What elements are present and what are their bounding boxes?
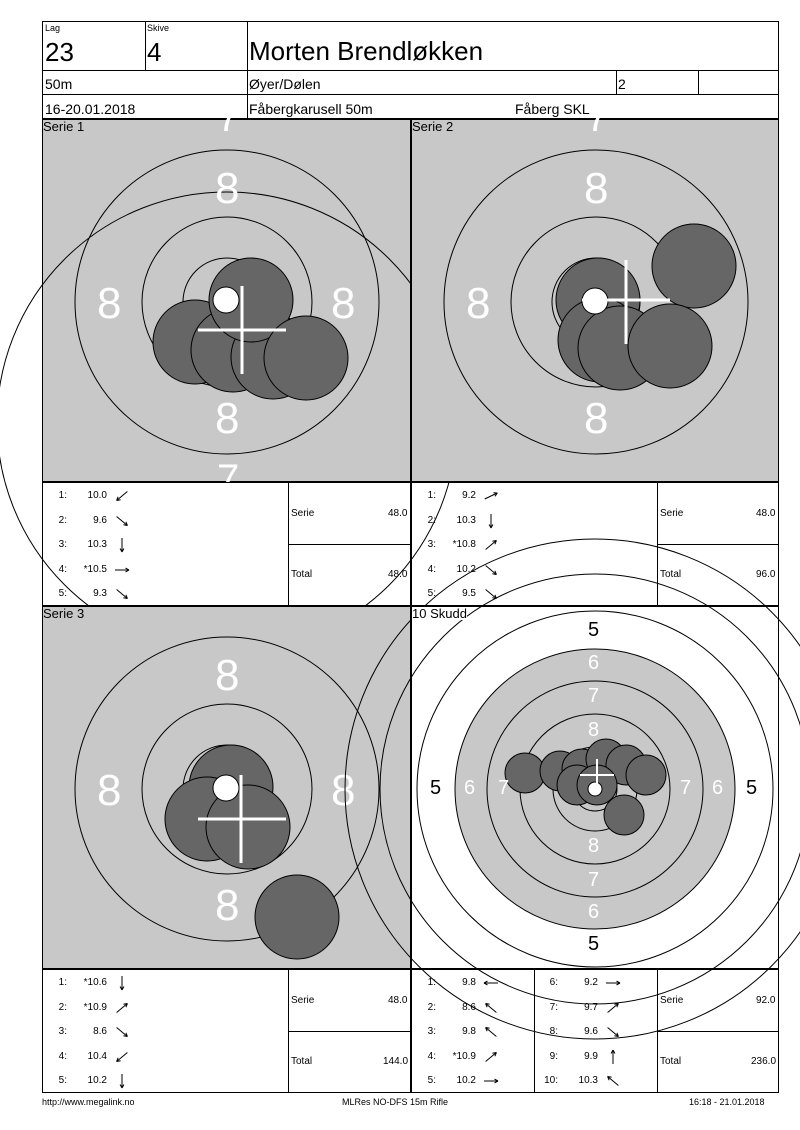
shot-number: 10:: [544, 1075, 558, 1086]
serie-3-target: [42, 606, 411, 969]
shot-number: 5:: [427, 1075, 436, 1086]
serie-1-shots-table: [42, 482, 411, 606]
all-shots-target: [411, 606, 779, 969]
serie-value: 48.0: [388, 508, 408, 519]
lag-label: Lag: [45, 23, 61, 33]
direction-arrow-icon: [482, 538, 500, 552]
shot-number: 7:: [549, 1001, 558, 1013]
all-shots-title: 10 Skudd: [412, 606, 467, 621]
shot-score: 9.5: [462, 588, 476, 599]
shot-score: 9.6: [584, 1026, 598, 1037]
aim-point: [213, 775, 239, 801]
ring-label-8-right: 8: [331, 766, 356, 815]
ring-label-8-top: 8: [584, 164, 609, 213]
ring-label-7-top: 7: [586, 96, 609, 140]
shot-number: 3:: [58, 1026, 67, 1037]
shot-number: 5:: [427, 588, 436, 599]
shot-score: 10.4: [87, 1050, 107, 1062]
date: 16-20.01.2018: [45, 101, 136, 117]
direction-arrow-icon: [482, 514, 500, 528]
ring-label-5-left: 5: [430, 777, 442, 799]
shot-number: 4:: [427, 1050, 436, 1062]
direction-arrow-icon: [482, 489, 500, 503]
shot-number: 4:: [58, 1050, 67, 1062]
divider: [145, 22, 146, 70]
divider: [247, 22, 248, 120]
ring-label-8-top: 8: [588, 719, 600, 741]
total-value: 144.0: [383, 1056, 409, 1067]
serie-value: 92.0: [756, 995, 776, 1006]
shot-number: 4:: [58, 563, 67, 575]
ring-label-8-top: 8: [215, 651, 240, 700]
ring-label-7-left: 7: [498, 777, 510, 799]
ring-label-7-bottom: 7: [588, 869, 600, 891]
shot-number: 1:: [427, 977, 436, 988]
direction-arrow-icon: [113, 1001, 131, 1015]
serie-label: Serie: [291, 995, 315, 1006]
direction-arrow-icon: [482, 1001, 500, 1015]
direction-arrow-icon: [113, 514, 131, 528]
event-name: Fåbergkarusell 50m: [249, 101, 373, 117]
serie-label: Serie: [291, 508, 315, 519]
serie-value: 48.0: [388, 995, 408, 1006]
direction-arrow-icon: [113, 1025, 131, 1039]
shot-number: 1:: [58, 977, 67, 988]
total-value: 96.0: [756, 569, 776, 580]
shot-number: 1:: [427, 490, 436, 501]
ring-label-5-bottom: 5: [588, 933, 600, 955]
shot-score: 10.3: [456, 514, 476, 526]
shot-number: 3:: [427, 1026, 436, 1037]
shot-score: 10.2: [456, 563, 476, 575]
shot-score: 9.8: [462, 977, 476, 988]
ring-label-8-bottom: 8: [588, 835, 600, 857]
shot-score: *10.6: [83, 977, 107, 988]
shot-number: 6:: [549, 977, 558, 988]
shot-score: 9.2: [584, 977, 598, 988]
shot-score: 9.6: [93, 514, 107, 526]
direction-arrow-icon: [113, 538, 131, 552]
shot-score: 9.8: [462, 1026, 476, 1037]
shot-score: 8.6: [93, 1026, 107, 1037]
shot-score: 8.6: [462, 1001, 476, 1013]
shot-number: 5:: [58, 1075, 67, 1086]
ring-label-8-top: 8: [215, 164, 240, 213]
direction-arrow-icon: [604, 1074, 622, 1088]
direction-arrow-icon: [113, 976, 131, 990]
shot-number: 8:: [549, 1026, 558, 1037]
shot-score: 10.3: [87, 539, 107, 550]
total-value: 236.0: [751, 1056, 777, 1067]
footer-system: MLRes NO-DFS 15m Rifle: [342, 1097, 449, 1107]
direction-arrow-icon: [604, 1025, 622, 1039]
direction-arrow-icon: [113, 1074, 131, 1088]
shot-number: 3:: [58, 539, 67, 550]
shot-number: 2:: [58, 514, 67, 526]
serie-2-title: Serie 2: [412, 119, 454, 134]
shooter-name: Morten Brendløkken: [249, 36, 484, 66]
serie-label: Serie: [660, 508, 684, 519]
divider: [657, 1031, 778, 1032]
shot-holes: [165, 745, 339, 959]
shot-number: 2:: [427, 1001, 436, 1013]
total-label: Total: [291, 1056, 313, 1067]
ring-label-7-top: 7: [588, 685, 600, 707]
divider: [43, 94, 778, 95]
direction-arrow-icon: [482, 1025, 500, 1039]
divider: [43, 70, 778, 71]
ring-label-7-bottom: 7: [217, 457, 240, 501]
shot-score: 10.2: [87, 1075, 107, 1086]
header-box: [42, 21, 779, 119]
shot-score: 10.2: [456, 1075, 476, 1086]
shot-number: 9:: [549, 1050, 558, 1062]
divider: [616, 70, 617, 94]
ring-label-8-bottom: 8: [215, 881, 240, 930]
lag-value: 23: [45, 37, 74, 67]
ring-label-8-left: 8: [97, 279, 122, 328]
direction-arrow-icon: [482, 976, 500, 990]
shot-number: 4:: [427, 563, 436, 575]
ring-label-8-bottom: 8: [215, 394, 240, 443]
ring-label-8-right: 8: [331, 279, 356, 328]
direction-arrow-icon: [113, 1050, 131, 1064]
organizer: Fåberg SKL: [515, 101, 590, 117]
all-shots-table: [411, 969, 779, 1093]
shot-score: 9.7: [584, 1001, 598, 1013]
direction-arrow-icon: [113, 563, 131, 577]
footer-timestamp: 16:18 - 21.01.2018: [689, 1097, 765, 1107]
shot-score: 9.3: [93, 588, 107, 599]
divider: [288, 544, 410, 545]
serie-label: Serie: [660, 995, 684, 1006]
skive-value: 4: [147, 37, 162, 67]
shot-score: *10.8: [452, 539, 476, 550]
ring-label-7-right: 7: [680, 777, 692, 799]
shot-score: 9.9: [584, 1050, 598, 1062]
direction-arrow-icon: [113, 587, 131, 601]
divider: [534, 970, 535, 1092]
direction-arrow-icon: [482, 587, 500, 601]
direction-arrow-icon: [113, 489, 131, 503]
skive-label: Skive: [147, 23, 170, 33]
ring-label-8-bottom: 8: [584, 394, 609, 443]
total-label: Total: [660, 569, 682, 580]
direction-arrow-icon: [604, 1001, 622, 1015]
direction-arrow-icon: [604, 976, 622, 990]
ring-label-6-bottom: 6: [588, 901, 600, 923]
ring-label-8-left: 8: [97, 766, 122, 815]
shot-score: 10.0: [87, 490, 107, 501]
shot-number: 2:: [427, 514, 436, 526]
ring-label-8-left: 8: [466, 279, 491, 328]
direction-arrow-icon: [482, 1050, 500, 1064]
serie-3-shots-table: [42, 969, 411, 1093]
total-label: Total: [660, 1056, 682, 1067]
ring-label-6-top: 6: [588, 652, 600, 674]
shot-score: 9.2: [462, 490, 476, 501]
serie-value: 48.0: [756, 508, 776, 519]
aim-point: [588, 782, 602, 796]
direction-arrow-icon: [604, 1050, 622, 1064]
ring-label-6-left: 6: [464, 777, 476, 799]
serie-1-title: Serie 1: [43, 119, 85, 134]
shot-number: 3:: [427, 539, 436, 550]
direction-arrow-icon: [482, 1074, 500, 1088]
divider: [657, 544, 778, 545]
distance: 50m: [45, 76, 73, 92]
aim-point: [213, 287, 239, 313]
shot-number: 1:: [58, 490, 67, 501]
ring-label-5-top: 5: [588, 619, 600, 641]
serie-3-title: Serie 3: [43, 606, 85, 621]
shot-number: 2:: [58, 1001, 67, 1013]
shot-score: *10.5: [83, 563, 107, 575]
ring-label-5-right: 5: [746, 777, 758, 799]
ring-label-7-top: 7: [217, 96, 240, 140]
divider: [698, 70, 699, 94]
divider: [288, 1031, 410, 1032]
shot-score: *10.9: [83, 1001, 107, 1013]
ring-label-6-right: 6: [712, 777, 724, 799]
footer-url[interactable]: http://www.megalink.no: [42, 1097, 135, 1107]
serie-2-shots-table: [411, 482, 779, 606]
shot-number: 5:: [58, 588, 67, 599]
total-value: 48.0: [388, 569, 408, 580]
total-label: Total: [291, 569, 313, 580]
shot-score: *10.9: [452, 1050, 476, 1062]
club-number: 2: [618, 76, 626, 92]
club: Øyer/Dølen: [249, 76, 321, 92]
shot-score: 10.3: [578, 1075, 598, 1086]
